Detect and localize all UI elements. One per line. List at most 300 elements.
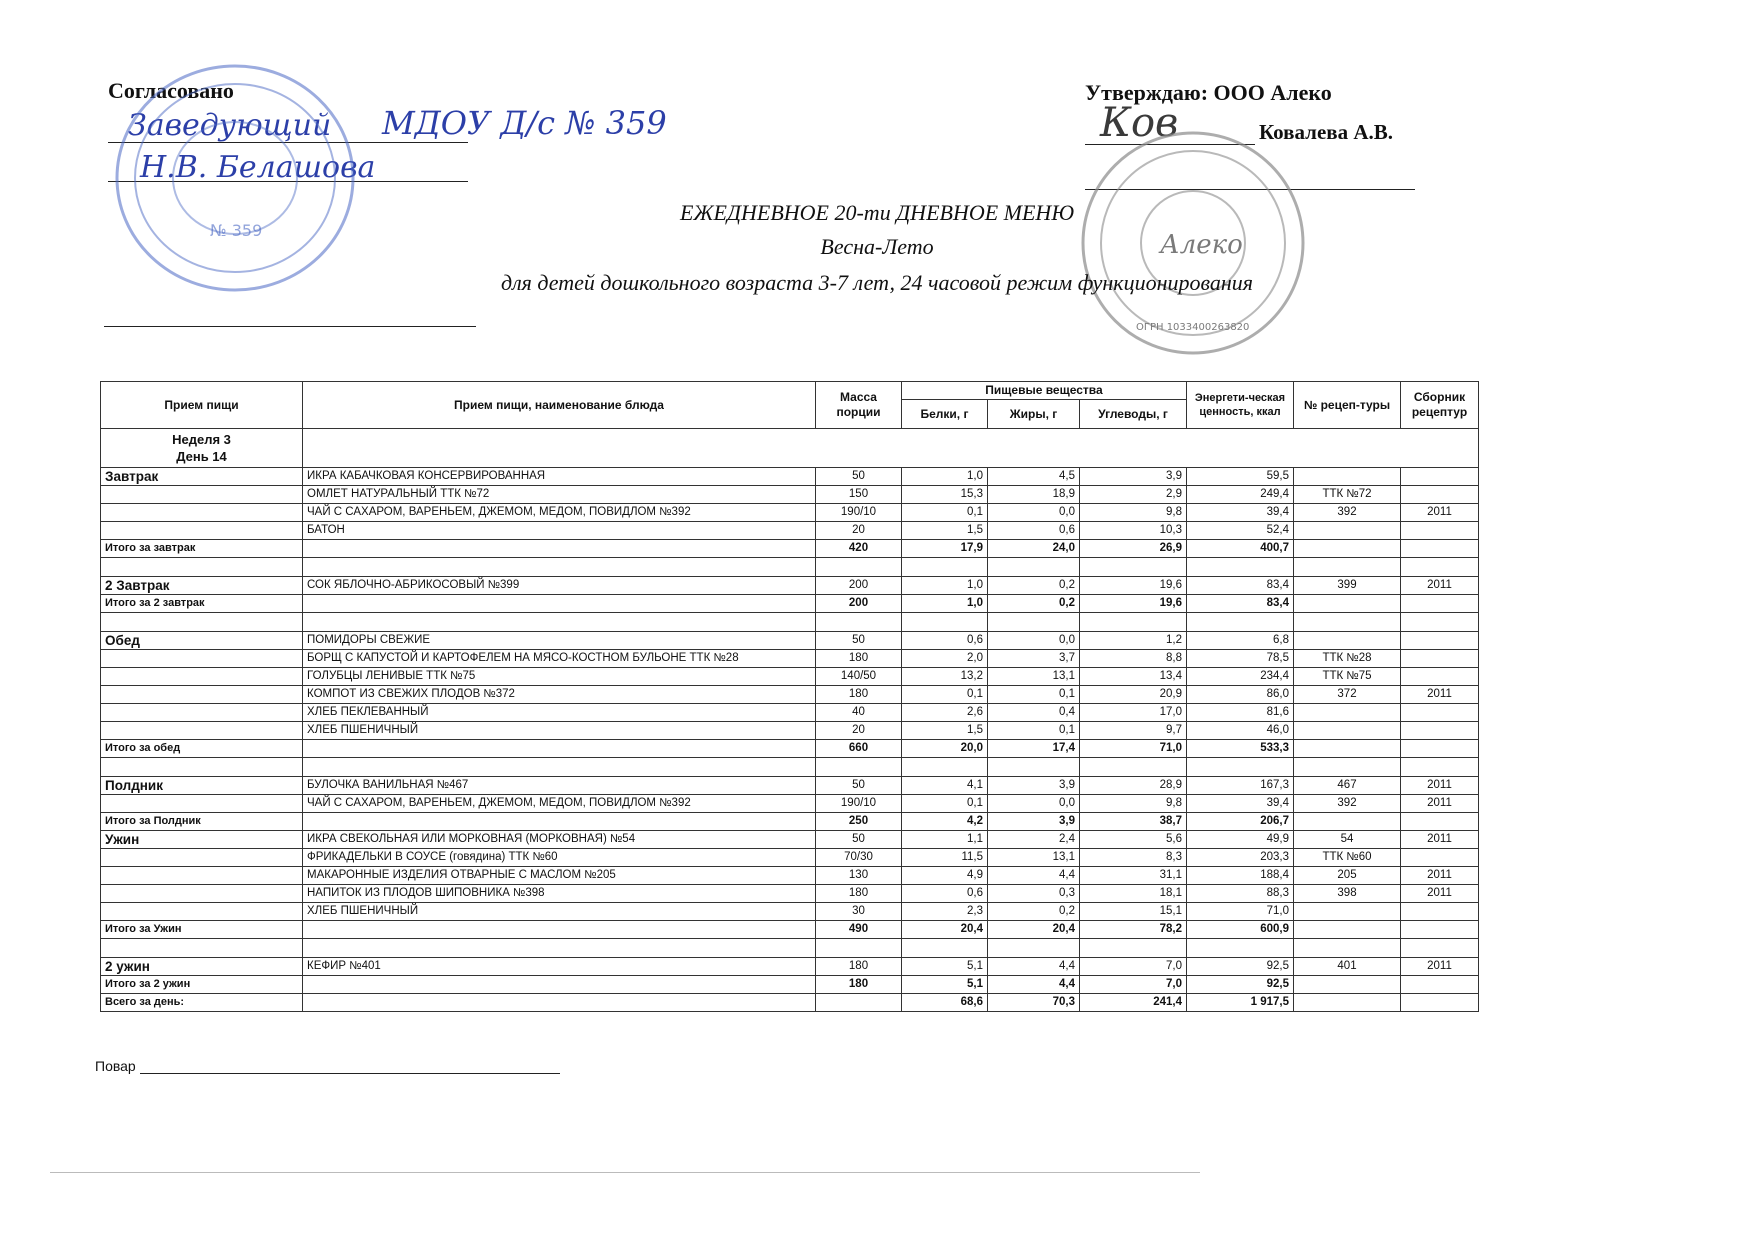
protein-cell: 13,2: [902, 668, 988, 686]
week-day-row: [101, 429, 1479, 468]
mass-cell: 180: [816, 958, 902, 976]
cook-signature: [95, 1058, 560, 1074]
energy-cell: 1 917,5: [1187, 994, 1294, 1012]
energy-cell: 600,9: [1187, 921, 1294, 939]
fat-cell: 0,1: [988, 686, 1080, 704]
mass-cell: 420: [816, 540, 902, 558]
collection-cell: [1401, 468, 1479, 486]
spacer-cell: [902, 758, 988, 777]
collection-cell: [1401, 903, 1479, 921]
dish-cell: [303, 921, 816, 939]
spacer-cell: [1187, 758, 1294, 777]
spacer-cell: [1187, 939, 1294, 958]
handwritten-signer: Н.В. Белашова: [140, 150, 376, 185]
fat-cell: 4,4: [988, 958, 1080, 976]
protein-cell: 20,0: [902, 740, 988, 758]
energy-cell: 6,8: [1187, 632, 1294, 650]
subtotal-row: [101, 540, 1479, 558]
energy-cell: 533,3: [1187, 740, 1294, 758]
fat-cell: 13,1: [988, 849, 1080, 867]
collection-cell: 2011: [1401, 686, 1479, 704]
carbs-cell: 9,7: [1080, 722, 1187, 740]
fat-cell: 0,6: [988, 522, 1080, 540]
collection-cell: [1401, 522, 1479, 540]
th-carbs: Углеводы, г: [1080, 400, 1187, 429]
fat-cell: 0,1: [988, 722, 1080, 740]
dish-row: [101, 650, 1479, 668]
protein-cell: 5,1: [902, 958, 988, 976]
subtotal-row: [101, 976, 1479, 994]
meal-label: [101, 686, 303, 704]
carbs-cell: 241,4: [1080, 994, 1187, 1012]
carbs-cell: 19,6: [1080, 577, 1187, 595]
meal-label: [101, 522, 303, 540]
spacer-cell: [988, 558, 1080, 577]
protein-cell: 1,1: [902, 831, 988, 849]
meal-label: 2 Завтрак: [101, 577, 303, 595]
recipe-cell: 398: [1294, 885, 1401, 903]
dish-row: [101, 777, 1479, 795]
collection-cell: 2011: [1401, 577, 1479, 595]
dish-cell: ИКРА СВЕКОЛЬНАЯ ИЛИ МОРКОВНАЯ (МОРКОВНАЯ) №54: [303, 831, 816, 849]
spacer-cell: [816, 939, 902, 958]
meal-label: Завтрак: [101, 468, 303, 486]
meal-label: [101, 504, 303, 522]
meal-label: [101, 867, 303, 885]
mass-cell: 50: [816, 777, 902, 795]
spacer-cell: [1187, 613, 1294, 632]
collection-cell: 2011: [1401, 795, 1479, 813]
dish-row: [101, 722, 1479, 740]
audience-subtitle: для детей дошкольного возраста 3-7 лет, 24 часовой режим функционирования: [500, 270, 1254, 295]
carbs-cell: 7,0: [1080, 958, 1187, 976]
mass-cell: 70/30: [816, 849, 902, 867]
dish-cell: КОМПОТ ИЗ СВЕЖИХ ПЛОДОВ №372: [303, 686, 816, 704]
carbs-cell: 26,9: [1080, 540, 1187, 558]
recipe-cell: ТТК №60: [1294, 849, 1401, 867]
fat-cell: 0,2: [988, 903, 1080, 921]
spacer-row: [101, 613, 1479, 632]
carbs-cell: 2,9: [1080, 486, 1187, 504]
week-label: Неделя 3: [172, 432, 231, 447]
cook-label: Повар: [95, 1058, 136, 1074]
spacer-cell: [1080, 558, 1187, 577]
meal-label: Ужин: [101, 831, 303, 849]
energy-cell: 249,4: [1187, 486, 1294, 504]
approve-label: Утверждаю: ООО Алеко: [1085, 80, 1332, 105]
mass-cell: 20: [816, 522, 902, 540]
recipe-cell: [1294, 540, 1401, 558]
energy-cell: 46,0: [1187, 722, 1294, 740]
mass-cell: 30: [816, 903, 902, 921]
spacer-cell: [1401, 558, 1479, 577]
dish-row: [101, 831, 1479, 849]
th-fat: Жиры, г: [988, 400, 1080, 429]
recipe-cell: ТТК №75: [1294, 668, 1401, 686]
cook-signature-line: [140, 1059, 560, 1074]
fat-cell: 0,3: [988, 885, 1080, 903]
protein-cell: 4,9: [902, 867, 988, 885]
subtotal-label: Итого за обед: [101, 740, 303, 758]
energy-cell: 81,6: [1187, 704, 1294, 722]
collection-cell: [1401, 632, 1479, 650]
fat-cell: 18,9: [988, 486, 1080, 504]
carbs-cell: 31,1: [1080, 867, 1187, 885]
carbs-cell: 8,3: [1080, 849, 1187, 867]
handwritten-institution: МДОУ Д/с № 359: [382, 104, 667, 142]
collection-cell: [1401, 849, 1479, 867]
dish-cell: [303, 976, 816, 994]
recipe-cell: [1294, 632, 1401, 650]
dish-row: [101, 504, 1479, 522]
dish-cell: ЧАЙ С САХАРОМ, ВАРЕНЬЕМ, ДЖЕМОМ, МЕДОМ, ПОВИДЛОМ №392: [303, 795, 816, 813]
meal-label: [101, 722, 303, 740]
fat-cell: 3,9: [988, 777, 1080, 795]
carbs-cell: 9,8: [1080, 504, 1187, 522]
recipe-cell: 401: [1294, 958, 1401, 976]
fat-cell: 13,1: [988, 668, 1080, 686]
protein-cell: 0,6: [902, 885, 988, 903]
mass-cell: 660: [816, 740, 902, 758]
left-seal-number: № 359: [210, 221, 263, 240]
carbs-cell: 19,6: [1080, 595, 1187, 613]
mass-cell: 150: [816, 486, 902, 504]
spacer-cell: [1294, 558, 1401, 577]
spacer-cell: [303, 613, 816, 632]
carbs-cell: 13,4: [1080, 668, 1187, 686]
fat-cell: 0,0: [988, 504, 1080, 522]
mass-cell: 20: [816, 722, 902, 740]
protein-cell: 0,1: [902, 686, 988, 704]
collection-cell: [1401, 704, 1479, 722]
meal-label: 2 ужин: [101, 958, 303, 976]
carbs-cell: 28,9: [1080, 777, 1187, 795]
dish-cell: КЕФИР №401: [303, 958, 816, 976]
dish-row: [101, 577, 1479, 595]
collection-cell: 2011: [1401, 958, 1479, 976]
carbs-cell: 9,8: [1080, 795, 1187, 813]
spacer-cell: [1080, 939, 1187, 958]
day-label: День 14: [176, 449, 227, 464]
protein-cell: 20,4: [902, 921, 988, 939]
subtotal-row: [101, 813, 1479, 831]
carbs-cell: 71,0: [1080, 740, 1187, 758]
th-mass: Масса порции: [816, 382, 902, 429]
week-day-cell: [101, 429, 303, 468]
protein-cell: 2,3: [902, 903, 988, 921]
subtotal-row: [101, 595, 1479, 613]
dish-cell: ХЛЕБ ПШЕНИЧНЫЙ: [303, 903, 816, 921]
mass-cell: 180: [816, 976, 902, 994]
recipe-cell: [1294, 722, 1401, 740]
fat-cell: 0,2: [988, 577, 1080, 595]
protein-cell: 1,5: [902, 522, 988, 540]
meal-label: [101, 849, 303, 867]
energy-cell: 71,0: [1187, 903, 1294, 921]
mass-cell: 180: [816, 885, 902, 903]
fat-cell: 4,5: [988, 468, 1080, 486]
spacer-cell: [1294, 939, 1401, 958]
protein-cell: 2,6: [902, 704, 988, 722]
mass-cell: 180: [816, 650, 902, 668]
dish-row: [101, 686, 1479, 704]
protein-cell: 1,0: [902, 577, 988, 595]
spacer-row: [101, 939, 1479, 958]
spacer-cell: [101, 939, 303, 958]
th-protein: Белки, г: [902, 400, 988, 429]
subtotal-row: [101, 921, 1479, 939]
th-collection: Сборник рецептур: [1401, 382, 1479, 429]
meal-label: [101, 903, 303, 921]
spacer-cell: [988, 758, 1080, 777]
fat-cell: 0,2: [988, 595, 1080, 613]
dish-cell: ЧАЙ С САХАРОМ, ВАРЕНЬЕМ, ДЖЕМОМ, МЕДОМ, ПОВИДЛОМ №392: [303, 504, 816, 522]
energy-cell: 83,4: [1187, 595, 1294, 613]
mass-cell: 200: [816, 577, 902, 595]
dish-row: [101, 958, 1479, 976]
right-signer-name: Ковалева А.В.: [1259, 120, 1394, 144]
protein-cell: 0,1: [902, 504, 988, 522]
dish-row: [101, 486, 1479, 504]
recipe-cell: 392: [1294, 795, 1401, 813]
mass-cell: 180: [816, 686, 902, 704]
dish-cell: СОК ЯБЛОЧНО-АБРИКОСОВЫЙ №399: [303, 577, 816, 595]
mass-cell: 50: [816, 831, 902, 849]
energy-cell: 59,5: [1187, 468, 1294, 486]
mass-cell: 490: [816, 921, 902, 939]
recipe-cell: [1294, 903, 1401, 921]
dish-cell: [303, 994, 816, 1012]
collection-cell: [1401, 976, 1479, 994]
collection-cell: [1401, 595, 1479, 613]
agreed-label: Согласовано: [108, 78, 234, 103]
protein-cell: 17,9: [902, 540, 988, 558]
menu-title: ЕЖЕДНЕВНОЕ 20-ти ДНЕВНОЕ МЕНЮ: [679, 200, 1075, 225]
fat-cell: 70,3: [988, 994, 1080, 1012]
protein-cell: 4,1: [902, 777, 988, 795]
dish-cell: ГОЛУБЦЫ ЛЕНИВЫЕ ТТК №75: [303, 668, 816, 686]
mass-cell: 190/10: [816, 504, 902, 522]
dish-row: [101, 849, 1479, 867]
recipe-cell: [1294, 468, 1401, 486]
recipe-cell: ТТК №28: [1294, 650, 1401, 668]
fat-cell: 20,4: [988, 921, 1080, 939]
season-subtitle: Весна-Лето: [820, 234, 934, 259]
spacer-row: [101, 558, 1479, 577]
dish-row: [101, 867, 1479, 885]
recipe-cell: ТТК №72: [1294, 486, 1401, 504]
energy-cell: 86,0: [1187, 686, 1294, 704]
dish-cell: НАПИТОК ИЗ ПЛОДОВ ШИПОВНИКА №398: [303, 885, 816, 903]
carbs-cell: 8,8: [1080, 650, 1187, 668]
spacer-cell: [1080, 613, 1187, 632]
meal-label: [101, 668, 303, 686]
recipe-cell: [1294, 704, 1401, 722]
dish-cell: [303, 540, 816, 558]
mass-cell: 250: [816, 813, 902, 831]
collection-cell: [1401, 722, 1479, 740]
protein-cell: 0,6: [902, 632, 988, 650]
meal-label: [101, 885, 303, 903]
th-meal: Прием пищи: [101, 382, 303, 429]
recipe-cell: [1294, 522, 1401, 540]
energy-cell: 203,3: [1187, 849, 1294, 867]
dish-cell: ФРИКАДЕЛЬКИ В СОУСЕ (говядина) ТТК №60: [303, 849, 816, 867]
carbs-cell: 78,2: [1080, 921, 1187, 939]
spacer-cell: [902, 613, 988, 632]
scan-edge-line: [50, 1172, 1200, 1173]
fat-cell: 2,4: [988, 831, 1080, 849]
subtotal-row: [101, 994, 1479, 1012]
recipe-cell: [1294, 595, 1401, 613]
protein-cell: 0,1: [902, 795, 988, 813]
meal-label: [101, 795, 303, 813]
dish-row: [101, 704, 1479, 722]
energy-cell: 206,7: [1187, 813, 1294, 831]
recipe-cell: 205: [1294, 867, 1401, 885]
left-seal-stamp: [110, 58, 360, 298]
spacer-cell: [303, 558, 816, 577]
dish-row: [101, 885, 1479, 903]
th-dish: Прием пищи, наименование блюда: [303, 382, 816, 429]
mass-cell: 130: [816, 867, 902, 885]
recipe-cell: [1294, 813, 1401, 831]
protein-cell: 1,0: [902, 468, 988, 486]
mass-cell: 50: [816, 468, 902, 486]
dish-cell: ИКРА КАБАЧКОВАЯ КОНСЕРВИРОВАННАЯ: [303, 468, 816, 486]
handwritten-signature-right: Ков: [1100, 100, 1179, 146]
carbs-cell: 17,0: [1080, 704, 1187, 722]
energy-cell: 92,5: [1187, 976, 1294, 994]
dish-cell: ХЛЕБ ПЕКЛЕВАННЫЙ: [303, 704, 816, 722]
recipe-cell: 372: [1294, 686, 1401, 704]
fat-cell: 17,4: [988, 740, 1080, 758]
energy-cell: 88,3: [1187, 885, 1294, 903]
spacer-cell: [816, 613, 902, 632]
protein-cell: 68,6: [902, 994, 988, 1012]
subtotal-label: Итого за Полдник: [101, 813, 303, 831]
spacer-cell: [1401, 939, 1479, 958]
protein-cell: 2,0: [902, 650, 988, 668]
subtotal-label: Итого за 2 завтрак: [101, 595, 303, 613]
spacer-row: [101, 758, 1479, 777]
collection-cell: 2011: [1401, 777, 1479, 795]
fat-cell: 3,7: [988, 650, 1080, 668]
energy-cell: 39,4: [1187, 504, 1294, 522]
protein-cell: 5,1: [902, 976, 988, 994]
dish-cell: БУЛОЧКА ВАНИЛЬНАЯ №467: [303, 777, 816, 795]
fat-cell: 0,4: [988, 704, 1080, 722]
spacer-cell: [816, 558, 902, 577]
collection-cell: [1401, 486, 1479, 504]
recipe-cell: 399: [1294, 577, 1401, 595]
energy-cell: 92,5: [1187, 958, 1294, 976]
spacer-cell: [303, 939, 816, 958]
dish-cell: БАТОН: [303, 522, 816, 540]
dish-cell: ПОМИДОРЫ СВЕЖИЕ: [303, 632, 816, 650]
recipe-cell: 54: [1294, 831, 1401, 849]
carbs-cell: 10,3: [1080, 522, 1187, 540]
spacer-cell: [988, 613, 1080, 632]
recipe-cell: [1294, 740, 1401, 758]
dish-row: [101, 468, 1479, 486]
subtotal-label: Итого за 2 ужин: [101, 976, 303, 994]
dish-row: [101, 632, 1479, 650]
subtotal-label: Итого за Ужин: [101, 921, 303, 939]
collection-cell: [1401, 668, 1479, 686]
carbs-cell: 5,6: [1080, 831, 1187, 849]
spacer-cell: [303, 758, 816, 777]
protein-cell: 1,0: [902, 595, 988, 613]
subtotal-label: Всего за день:: [101, 994, 303, 1012]
dish-row: [101, 795, 1479, 813]
spacer-cell: [902, 558, 988, 577]
energy-cell: 52,4: [1187, 522, 1294, 540]
spacer-cell: [1080, 758, 1187, 777]
energy-cell: 167,3: [1187, 777, 1294, 795]
protein-cell: 15,3: [902, 486, 988, 504]
mass-cell: 200: [816, 595, 902, 613]
energy-cell: 83,4: [1187, 577, 1294, 595]
spacer-cell: [1401, 613, 1479, 632]
th-nutrients: Пищевые вещества: [902, 382, 1187, 400]
spacer-cell: [816, 758, 902, 777]
recipe-cell: 467: [1294, 777, 1401, 795]
carbs-cell: 3,9: [1080, 468, 1187, 486]
dish-cell: [303, 740, 816, 758]
meal-label: Обед: [101, 632, 303, 650]
protein-cell: 4,2: [902, 813, 988, 831]
fat-cell: 0,0: [988, 795, 1080, 813]
energy-cell: 78,5: [1187, 650, 1294, 668]
carbs-cell: 20,9: [1080, 686, 1187, 704]
fat-cell: 4,4: [988, 976, 1080, 994]
meal-label: [101, 650, 303, 668]
carbs-cell: 18,1: [1080, 885, 1187, 903]
carbs-cell: 38,7: [1080, 813, 1187, 831]
collection-cell: [1401, 540, 1479, 558]
fat-cell: 3,9: [988, 813, 1080, 831]
energy-cell: 39,4: [1187, 795, 1294, 813]
dish-row: [101, 903, 1479, 921]
fat-cell: 4,4: [988, 867, 1080, 885]
energy-cell: 234,4: [1187, 668, 1294, 686]
collection-cell: 2011: [1401, 504, 1479, 522]
energy-cell: 400,7: [1187, 540, 1294, 558]
meal-label: [101, 486, 303, 504]
collection-cell: [1401, 740, 1479, 758]
carbs-cell: 1,2: [1080, 632, 1187, 650]
meal-label: [101, 704, 303, 722]
dish-cell: ХЛЕБ ПШЕНИЧНЫЙ: [303, 722, 816, 740]
dish-cell: ОМЛЕТ НАТУРАЛЬНЫЙ ТТК №72: [303, 486, 816, 504]
right-seal-center: Алеко: [1160, 230, 1243, 260]
recipe-cell: [1294, 921, 1401, 939]
recipe-cell: 392: [1294, 504, 1401, 522]
collection-cell: [1401, 813, 1479, 831]
meal-label: Полдник: [101, 777, 303, 795]
recipe-cell: [1294, 976, 1401, 994]
mass-cell: 190/10: [816, 795, 902, 813]
handwritten-position: Заведующий: [128, 108, 332, 143]
mass-cell: 40: [816, 704, 902, 722]
subtotal-label: Итого за завтрак: [101, 540, 303, 558]
energy-cell: 188,4: [1187, 867, 1294, 885]
collection-cell: [1401, 994, 1479, 1012]
right-seal-ogrn: ОГРН 1033400263820: [1136, 322, 1250, 333]
collection-cell: 2011: [1401, 885, 1479, 903]
carbs-cell: 7,0: [1080, 976, 1187, 994]
